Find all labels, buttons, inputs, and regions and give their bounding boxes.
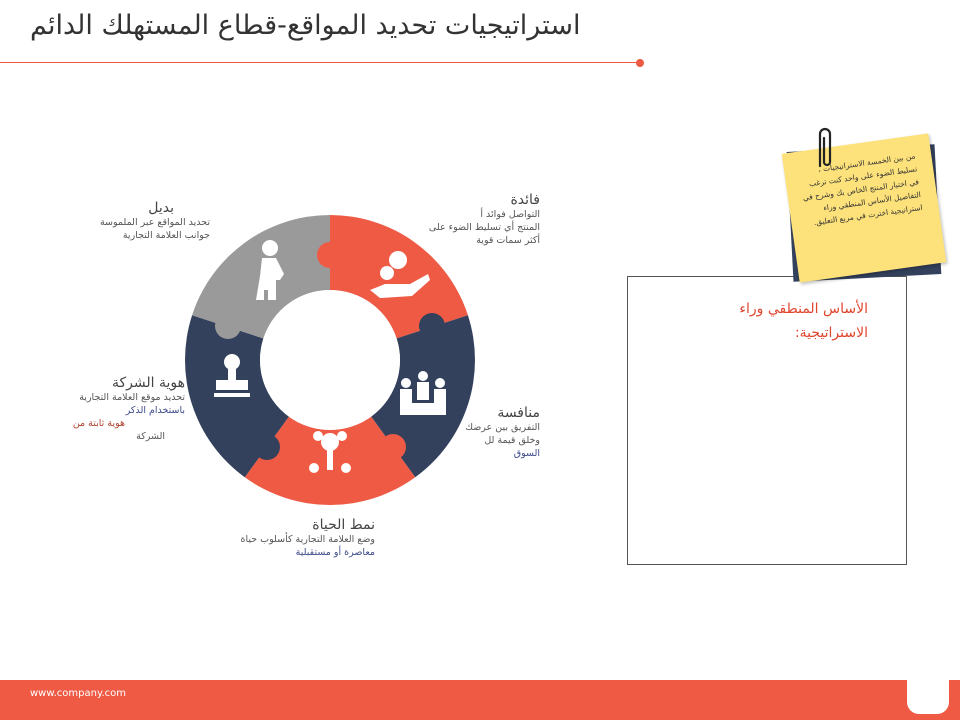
label-alternative-line-2: جوانب العلامة التجارية: [122, 230, 210, 241]
footer-tab: [907, 680, 949, 714]
puzzle-knob: [317, 242, 343, 268]
strategy-wheel: [180, 210, 480, 510]
sticky-note: [782, 133, 947, 282]
footer-url[interactable]: www.company.com: [30, 688, 126, 699]
label-competition: [440, 405, 540, 460]
label-identity-title: هوية الشركة: [111, 375, 185, 391]
label-competition-line-3: السوق: [513, 448, 540, 459]
label-alternative-title: بديل: [148, 200, 174, 216]
rationale-heading: الأساس المنطقي وراء الاستراتيجية:: [739, 301, 868, 341]
sticky-note-text: من بين الخمسة الاستراتيجيات ، تسليط الضوء على واحد كنت ترغب في اختيار المنتج الخاص بك وشرح في التفاصيل الأساس المنطقي وراء استراتيجية اخترت في مربع التعليق.: [802, 151, 924, 228]
label-benefit-line-2: المنتج أي تسليط الضوء على: [428, 222, 540, 233]
label-alternative-line-1: تحديد المواقع عبر الملموسة: [99, 217, 210, 228]
label-lifestyle-title: نمط الحياة: [312, 517, 375, 533]
label-identity: [5, 375, 185, 443]
label-competition-line-2: وخلق قيمة لل: [484, 435, 540, 446]
label-identity-line-1: تحديد موقع العلامة التجارية: [79, 392, 185, 403]
label-lifestyle: [230, 517, 375, 559]
rationale-box[interactable]: [627, 276, 907, 565]
label-identity-line-3: هوية ثابتة من: [72, 418, 125, 429]
label-lifestyle-line-1: وضع العلامة التجارية كأسلوب حياة: [240, 534, 375, 545]
label-benefit-title: فائدة: [510, 192, 540, 208]
label-benefit: [420, 192, 540, 247]
wheel-center: [260, 290, 400, 430]
puzzle-knob: [254, 434, 280, 460]
label-alternative: [70, 200, 210, 242]
label-benefit-line-1: التواصل فوائد أ: [480, 209, 540, 220]
title-underline-dot: [636, 59, 644, 67]
puzzle-knob: [380, 434, 406, 460]
label-competition-line-1: التفريق بين عرضك: [465, 422, 540, 433]
label-competition-title: منافسة: [497, 405, 540, 421]
label-lifestyle-line-2: معاصرة أو مستقبلية: [295, 547, 375, 558]
footer-bar: [0, 680, 960, 720]
label-identity-line-4: الشركة: [136, 431, 165, 442]
slide-title: استراتيجيات تحديد المواقع-قطاع المستهلك الدائم: [30, 10, 581, 41]
puzzle-knob: [419, 313, 445, 339]
puzzle-knob: [215, 313, 241, 339]
paperclip-icon: [812, 126, 836, 172]
title-underline: [0, 62, 640, 63]
label-identity-line-2: باستخدام الذكر: [125, 405, 185, 416]
label-benefit-line-3: أكثر سمات قوية: [476, 235, 540, 246]
